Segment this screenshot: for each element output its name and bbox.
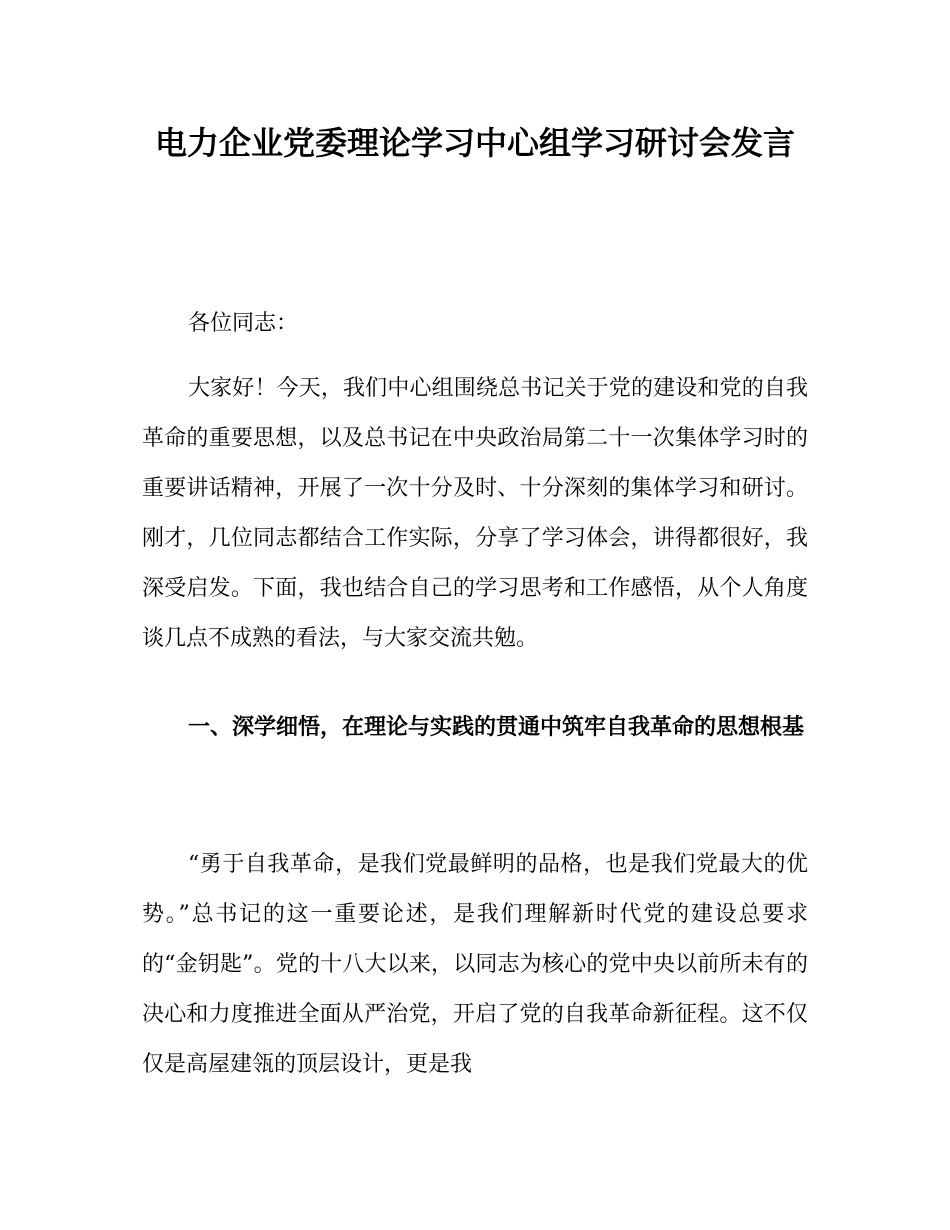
greeting: 各位同志： xyxy=(188,311,299,336)
document-title: 电力企业党委理论学习中心组学习研讨会发言 xyxy=(154,124,795,162)
section-paragraph: “勇于自我革命，是我们党最鲜明的品格，也是我们党最大的优势。”总书记的这一重要论述，是我们理解新时代党的建设总要求的“金钥匙”。党的十八大以来，以同志为核心的党中央以前所未有的决心和力度推进全面从严治党，开启了党的自我革命新征程。这不仅仅是高屋建瓴的顶层设计，更是我 xyxy=(142,852,808,1077)
intro-paragraph: 大家好！今天，我们中心组围绕总书记关于党的建设和党的自我革命的重要思想，以及总书记在中央政治局第二十一次集体学习时的重要讲话精神，开展了一次十分及时、十分深刻的集体学习和研讨。刚才，几位同志都结合工作实际，分享了学习体会，讲得都很好，我深受启发。下面，我也结合自己的学习思考和工作感悟，从个人角度谈几点不成熟的看法，与大家交流共勉。 xyxy=(142,376,808,651)
section-heading: 一、深学细悟，在理论与实践的贯通中筑牢自我革命的思想根基 xyxy=(188,715,805,740)
